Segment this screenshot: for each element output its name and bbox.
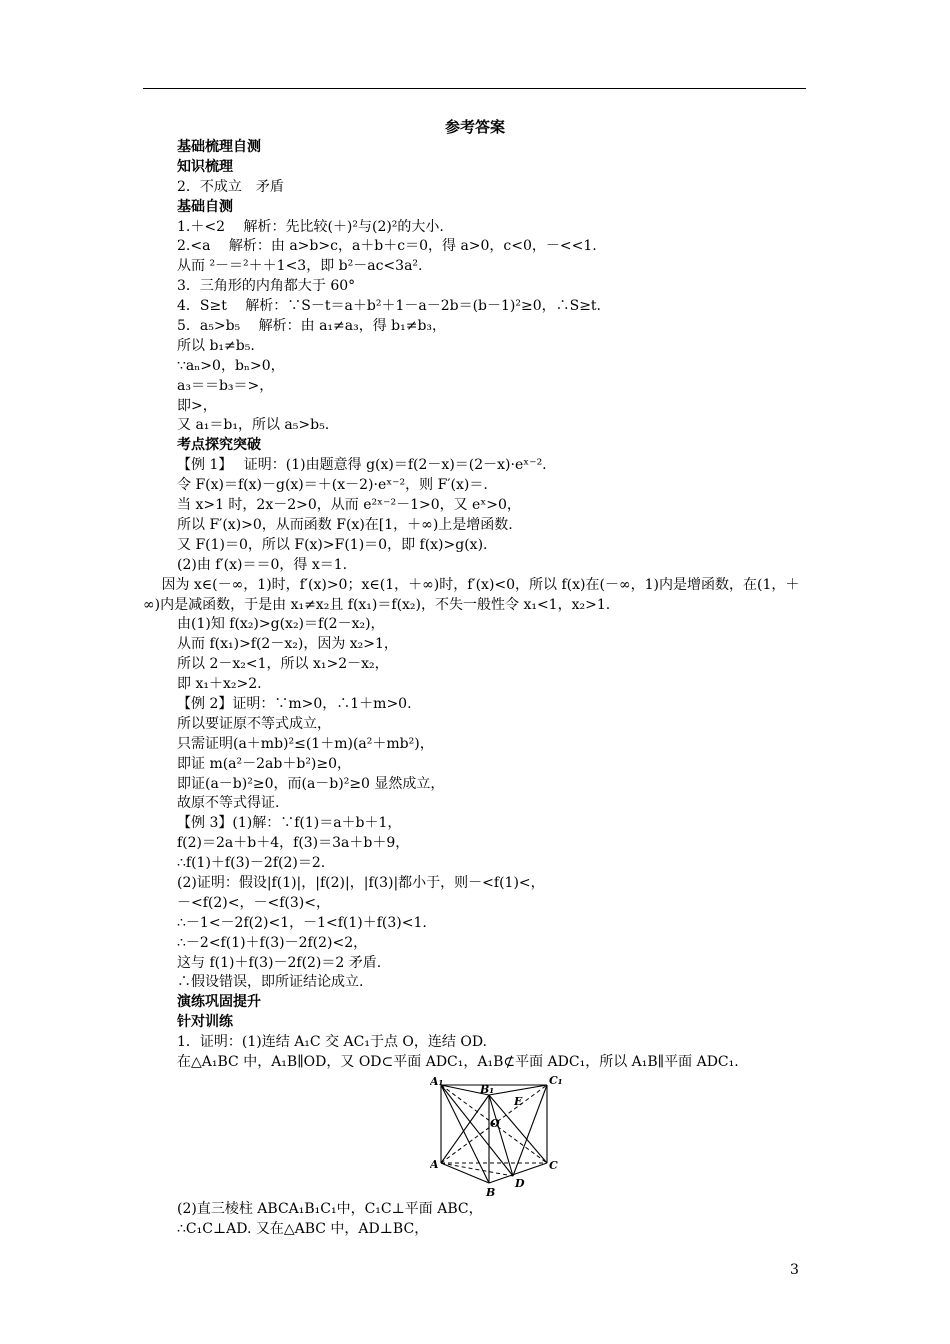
text-line: ∴－2<f(1)＋f(3)－2f(2)<2， (177, 934, 368, 951)
text-line: 5．a₅>b₅ 解析：由 a₁≠a₃，得 b₁≠b₃， (177, 318, 447, 335)
label-o: O (490, 1116, 500, 1130)
text-line: 2．不成立 矛盾 (177, 178, 284, 195)
document-body (143, 138, 807, 1240)
text-line: 即 x₁＋x₂>2. (177, 676, 262, 693)
label-c1: C₁ (549, 1074, 563, 1087)
label-d: D (515, 1176, 525, 1190)
section-heading: 针对训练 (177, 1014, 233, 1031)
text-line: ∴C₁C⊥AD. 又在△ABC 中，AD⊥BC， (177, 1220, 429, 1237)
text-line: 又 F(1)＝0，所以 F(x)>F(1)＝0，即 f(x)>g(x). (177, 536, 488, 553)
text-line: 令 F(x)＝f(x)－g(x)＝＋(x－2)·eˣ⁻²，则 F′(x)＝. (177, 477, 488, 494)
text-line: 【例 1】 证明：(1)由题意得 g(x)＝f(2－x)＝(2－x)·eˣ⁻². (177, 457, 547, 474)
text-line: 4．S≥t 解析：∵S－t＝a＋b²＋1－a－2b＝(b－1)²≥0，∴S≥t. (177, 298, 602, 315)
text-line: 所以 2－x₂<1，所以 x₁>2－x₂， (177, 656, 389, 673)
text-line: 又 a₁＝b₁，所以 a₅>b₅. (177, 417, 330, 434)
text-line: 3．三角形的内角都大于 60° (177, 278, 356, 295)
text-line: 从而 ²－＝²＋＋1<3，即 b²－ac<3a². (177, 258, 423, 275)
text-line: 在△A₁BC 中，A₁B∥OD，又 OD⊂平面 ADC₁，A₁B⊄平面 ADC₁，所以 A₁B∥平面 ADC₁. (177, 1054, 739, 1070)
label-a: A (430, 1157, 439, 1171)
text-line: 1.＋<2 解析：先比较(＋)²与(2)²的大小. (177, 218, 444, 235)
page-number: 3 (790, 1262, 799, 1278)
text-line: 所以 F′(x)>0，从而函数 F(x)在[1，＋∞)上是增函数. (177, 516, 513, 533)
text-line: 由(1)知 f(x₂)>g(x₂)＝f(2－x₂)， (177, 616, 385, 633)
text-line: ∴假设错误，即所证结论成立. (177, 974, 364, 991)
text-line: 所以 b₁≠b₅. (177, 337, 255, 354)
section-heading: 演练巩固提升 (177, 994, 261, 1011)
text-line: 所以要证原不等式成立， (177, 715, 331, 732)
text-line: 即证 m(a²－2ab＋b²)≥0， (177, 755, 352, 772)
text-line: 即>， (177, 397, 217, 414)
text-line: 当 x>1 时，2x－2>0，从而 e²ˣ⁻²－1>0，又 eˣ>0， (177, 497, 521, 514)
text-line: (2)由 f′(x)＝＝0，得 x＝1. (177, 556, 348, 573)
paragraph-wrap: 因为 x∈(－∞，1)时，f′(x)>0；x∈(1，＋∞)时，f′(x)<0，所以 f(x)在(－∞，1)内是增函数，在(1，＋∞)内是减函数，于是由 x₁≠x₂且 f(x₁)＝f(x₂)，不失一般性令 x₁<1，x₂>1. (143, 576, 800, 613)
lines-after (177, 1200, 807, 1240)
text-line: 1．证明：(1)连结 A₁C 交 AC₁于点 O，连结 OD. (177, 1034, 487, 1051)
text-line: 从而 f(x₁)>f(2－x₂)，因为 x₂>1， (177, 636, 398, 653)
text-line: ∵aₙ>0，bₙ>0， (177, 357, 285, 374)
text-line: f(2)＝2a＋b＋4，f(3)＝3a＋b＋9， (177, 835, 410, 852)
section-heading: 基础梳理自测 (177, 139, 261, 155)
section-heading: 考点探究突破 (177, 437, 261, 454)
text-line: (2)直三棱柱 ABCA₁B₁C₁中，C₁C⊥平面 ABC， (177, 1200, 483, 1217)
text-line: 故原不等式得证. (177, 795, 280, 812)
text-line: a₃＝＝b₃＝>， (177, 377, 274, 394)
section-heading: 基础自测 (177, 198, 233, 215)
page-title: 参考答案 (444, 118, 505, 136)
text-line: ∴f(1)＋f(3)－2f(2)＝2. (177, 855, 326, 872)
text-line: 即证(a－b)²≥0，而(a－b)²≥0 显然成立， (177, 775, 445, 792)
prism-diagram (430, 1075, 570, 1200)
text-line: 2.<a 解析：由 a>b>c，a＋b＋c＝0，得 a>0，c<0，－<<1. (177, 238, 597, 255)
header-rule (143, 88, 806, 89)
prism-figure (430, 1075, 570, 1200)
text-line: ∴－1<－2f(2)<1，－1<f(1)＋f(3)<1. (177, 914, 427, 931)
label-c: C (549, 1158, 558, 1172)
text-line: 只需证明(a＋mb)²≤(1＋m)(a²＋mb²)， (177, 735, 434, 752)
label-b1: B₁ (480, 1082, 495, 1096)
text-line: 【例 2】证明：∵m>0，∴1＋m>0. (177, 695, 412, 712)
label-b: B (486, 1185, 496, 1199)
text-line: 这与 f(1)＋f(3)－2f(2)＝2 矛盾. (177, 954, 382, 971)
label-a1: A₁ (430, 1074, 444, 1088)
lines-middle (177, 615, 807, 1072)
text-line: (2)证明：假设|f(1)|，|f(2)|，|f(3)|都小于，则－<f(1)<， (177, 874, 545, 891)
text-line: －<f(2)<，－<f(3)<， (177, 894, 330, 911)
text-line: 【例 3】(1)解：∵f(1)＝a＋b＋1， (177, 815, 402, 832)
lines-before (177, 138, 807, 576)
section-heading: 知识梳理 (177, 158, 233, 175)
label-e: E (514, 1094, 523, 1108)
